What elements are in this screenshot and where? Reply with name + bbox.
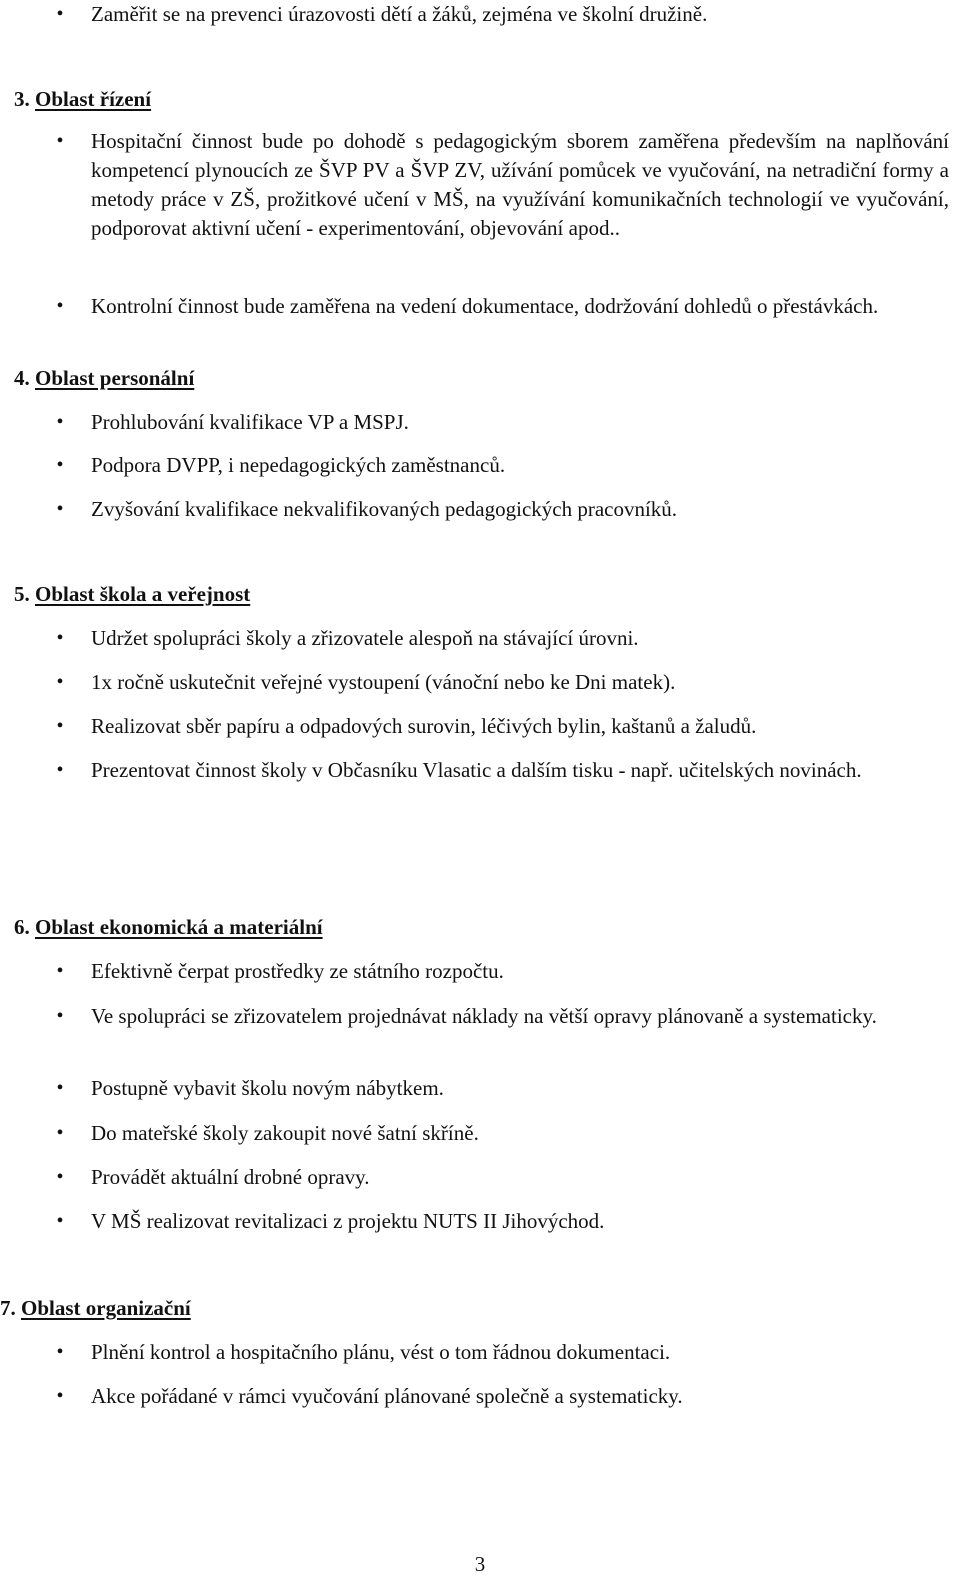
section-4-item-1 (0, 408, 960, 437)
section-6-item-5 (0, 1163, 960, 1192)
list-item (0, 127, 949, 243)
section-number: 3. (14, 87, 30, 111)
list-item (0, 0, 949, 29)
section-number: 5. (14, 582, 30, 606)
section-6-item-6 (0, 1207, 960, 1236)
list-item-text: V MŠ realizovat revitalizaci z projektu NUTS II Jihovýchod. (91, 1209, 605, 1233)
bullet-icon: • (56, 3, 64, 25)
bullet-icon: • (56, 454, 64, 476)
section-7-item-1 (0, 1338, 960, 1367)
section-6-item-1 (0, 957, 960, 986)
bullet-icon: • (56, 627, 64, 649)
section-3-list (0, 127, 960, 243)
section-title: Oblast ekonomická a materiální (35, 915, 323, 939)
section-heading-5 (14, 580, 250, 609)
section-title: Oblast personální (35, 366, 195, 390)
list-item (0, 668, 949, 697)
list-item (0, 495, 949, 524)
section-heading-4 (14, 364, 194, 393)
list-item-text: Hospitační činnost bude po dohodě s pedagogickým sborem zaměřena především na naplňování kompetencí plynoucích ze ŠVP PV a ŠVP ZV, užívání pomůcek ve vyučování, na netradiční formy a metody práce v ZŠ, prožitkové učení v MŠ, na využívání komunikačních technologií ve vyučování, podporovat aktivní učení - experimentování, objevování apod.. (91, 129, 949, 240)
list-item (0, 1119, 949, 1148)
list-item-text: Plnění kontrol a hospitačního plánu, vést o tom řádnou dokumentaci. (91, 1340, 671, 1364)
list-item-text: Zaměřit se na prevenci úrazovosti dětí a žáků, zejména ve školní družině. (91, 2, 708, 26)
section-number: 7. (0, 1296, 16, 1320)
section-5-item-4 (0, 756, 960, 785)
section-title: Oblast řízení (35, 87, 152, 111)
bullet-icon: • (56, 411, 64, 433)
list-item-text: Provádět aktuální drobné opravy. (91, 1165, 370, 1189)
bullet-icon: • (56, 759, 64, 781)
bullet-icon: • (56, 130, 64, 152)
bullet-icon: • (56, 1341, 64, 1363)
list-item (0, 1207, 949, 1236)
bullet-icon: • (56, 1077, 64, 1099)
section-6-item-4 (0, 1119, 960, 1148)
top-list (0, 0, 960, 29)
list-item (0, 712, 949, 741)
list-item (0, 756, 949, 785)
list-item (0, 451, 949, 480)
list-item (0, 957, 949, 986)
list-item (0, 1382, 949, 1411)
list-item-text: 1x ročně uskutečnit veřejné vystoupení (vánoční nebo ke Dni matek). (91, 670, 676, 694)
list-item-text: Postupně vybavit školu novým nábytkem. (91, 1076, 444, 1100)
bullet-icon: • (56, 960, 64, 982)
list-item-text: Kontrolní činnost bude zaměřena na vedení dokumentace, dodržování dohledů o přestávkách. (91, 294, 879, 318)
section-title: Oblast škola a veřejnost (35, 582, 251, 606)
list-item (0, 1074, 949, 1103)
bullet-icon: • (56, 1210, 64, 1232)
bullet-icon: • (56, 1166, 64, 1188)
list-item-text: Efektivně čerpat prostředky ze státního rozpočtu. (91, 959, 504, 983)
section-5-item-1 (0, 624, 960, 653)
section-4-item-3 (0, 495, 960, 524)
list-item-text: Do mateřské školy zakoupit nové šatní skříně. (91, 1121, 479, 1145)
bullet-icon: • (56, 715, 64, 737)
list-item-text: Podpora DVPP, i nepedagogických zaměstnanců. (91, 453, 506, 477)
list-item (0, 624, 949, 653)
list-item-text: Akce pořádané v rámci vyučování plánované společně a systematicky. (91, 1384, 683, 1408)
bullet-icon: • (56, 498, 64, 520)
page-number: 3 (474, 1552, 486, 1576)
list-item (0, 292, 949, 321)
bullet-icon: • (56, 295, 64, 317)
section-6-item-2 (0, 1002, 960, 1031)
section-title: Oblast organizační (21, 1296, 191, 1320)
section-heading-3 (14, 85, 151, 114)
list-item-text: Prezentovat činnost školy v Občasníku Vlasatic a dalším tisku - např. učitelských novinách. (91, 758, 862, 782)
list-item (0, 1002, 949, 1031)
list-item (0, 408, 949, 437)
section-5-item-2 (0, 668, 960, 697)
list-item (0, 1163, 949, 1192)
section-number: 4. (14, 366, 30, 390)
section-heading-7 (0, 1294, 191, 1323)
section-number: 6. (14, 915, 30, 939)
list-item-text: Udržet spolupráci školy a zřizovatele alespoň na stávající úrovni. (91, 626, 639, 650)
bullet-icon: • (56, 1005, 64, 1027)
bullet-icon: • (56, 1122, 64, 1144)
section-7-item-2 (0, 1382, 960, 1411)
section-3-list-2 (0, 292, 960, 321)
list-item-text: Ve spolupráci se zřizovatelem projednávat náklady na větší opravy plánovaně a systematicky. (91, 1004, 877, 1028)
section-4-item-2 (0, 451, 960, 480)
list-item-text: Zvyšování kvalifikace nekvalifikovaných pedagogických pracovníků. (91, 497, 678, 521)
section-5-item-3 (0, 712, 960, 741)
list-item-text: Prohlubování kvalifikace VP a MSPJ. (91, 410, 409, 434)
section-heading-6 (14, 913, 323, 942)
list-item (0, 1338, 949, 1367)
section-6-item-3 (0, 1074, 960, 1103)
list-item-text: Realizovat sběr papíru a odpadových surovin, léčivých bylin, kaštanů a žaludů. (91, 714, 757, 738)
bullet-icon: • (56, 1385, 64, 1407)
bullet-icon: • (56, 671, 64, 693)
